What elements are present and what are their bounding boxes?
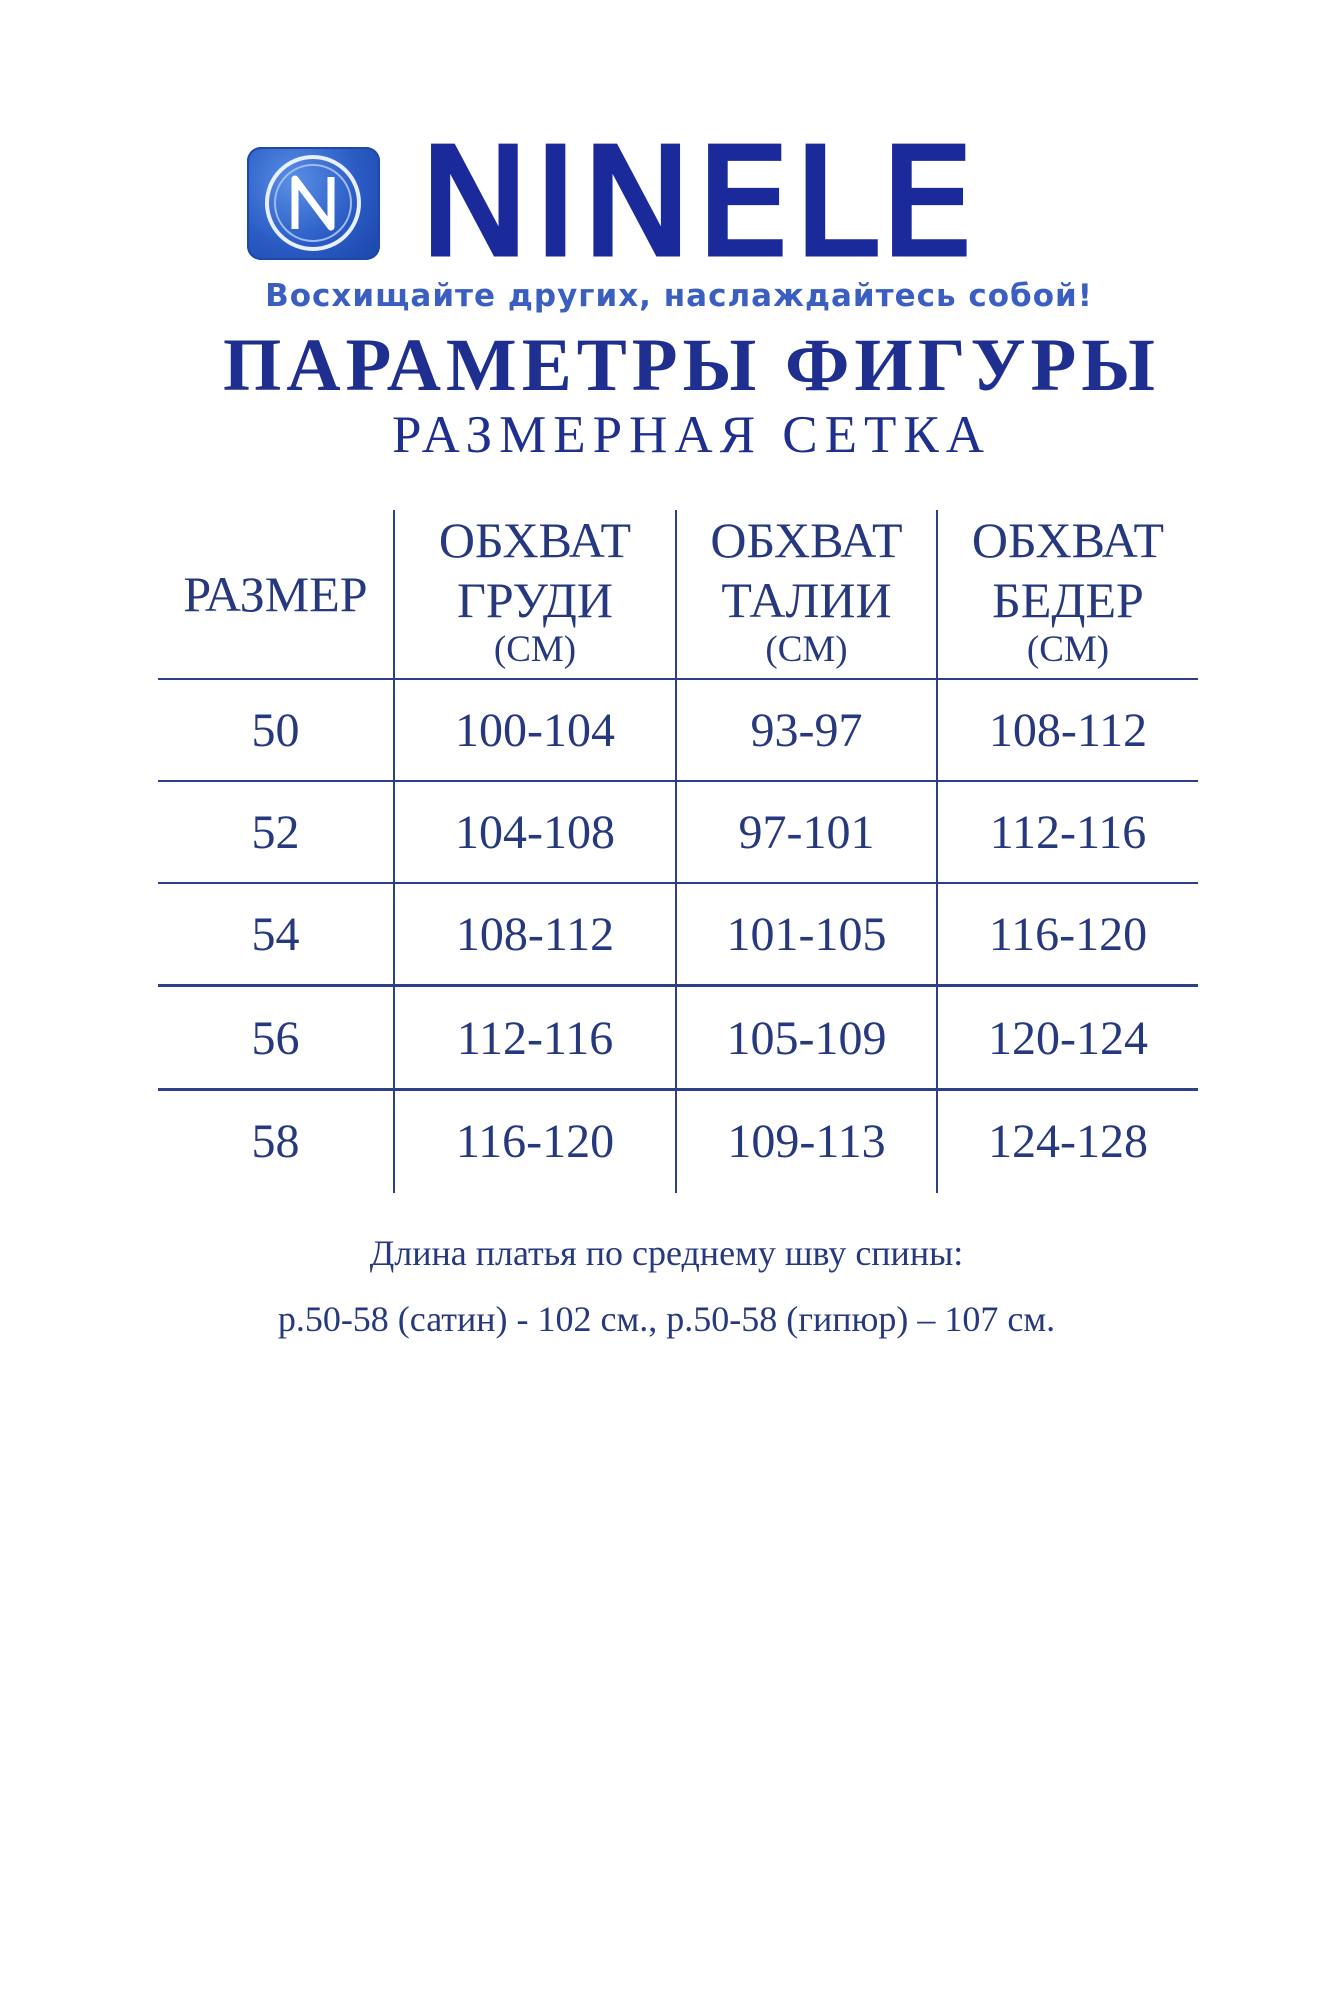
size-chart-table	[158, 510, 1198, 1193]
size-cell: 54	[251, 908, 300, 961]
chest-cell: 116-120	[455, 1115, 615, 1168]
logo-badge-icon	[247, 147, 380, 260]
page-subtitle: РАЗМЕРНАЯ СЕТКА	[391, 406, 992, 464]
size-cell: 50	[251, 704, 300, 757]
row-divider	[158, 984, 1198, 987]
header-chest	[395, 510, 675, 670]
header-size	[158, 564, 393, 624]
chest-cell: 104-108	[455, 806, 615, 859]
brand-tagline: Восхищайте других, наслаждайтесь собой!	[265, 278, 1093, 314]
hips-cell: 112-116	[989, 806, 1147, 859]
size-cell: 56	[251, 1012, 300, 1065]
row-divider	[158, 882, 1198, 884]
header-label: ОБХВАТ	[438, 512, 632, 568]
header-label: ГРУДИ	[456, 572, 614, 628]
header-label: ОБХВАТ	[971, 512, 1165, 568]
header-waist	[677, 510, 936, 670]
hips-cell: 124-128	[988, 1115, 1148, 1168]
hips-cell: 116-120	[988, 908, 1148, 961]
hips-cell: 120-124	[988, 1012, 1148, 1065]
header-unit: (СМ)	[765, 629, 848, 670]
dress-length-note-title: Длина платья по среднему шву спины:	[369, 1233, 964, 1273]
waist-cell: 105-109	[726, 1012, 887, 1065]
row-divider	[158, 780, 1198, 782]
size-cell: 58	[251, 1115, 300, 1168]
chest-cell: 108-112	[455, 908, 615, 961]
header-unit: (СМ)	[1026, 629, 1110, 670]
waist-cell: 97-101	[738, 806, 875, 859]
header-unit: (СМ)	[493, 629, 577, 670]
chest-cell: 100-104	[455, 704, 615, 757]
header-label: ОБХВАТ	[710, 512, 903, 568]
chest-cell: 112-116	[456, 1012, 614, 1065]
header-label: ТАЛИИ	[721, 572, 892, 628]
row-divider	[158, 1088, 1198, 1091]
hips-cell: 108-112	[988, 704, 1148, 757]
header-label: БЕДЕР	[992, 572, 1144, 628]
waist-cell: 109-113	[727, 1115, 886, 1168]
page-title: ПАРАМЕТРЫ ФИГУРЫ	[223, 324, 1160, 407]
waist-cell: 93-97	[750, 704, 863, 757]
brand-name: NINELE	[419, 117, 978, 289]
header-hips	[938, 510, 1198, 670]
row-divider	[158, 678, 1198, 680]
header-label: РАЗМЕР	[183, 566, 368, 622]
size-cell: 52	[251, 806, 300, 859]
brand-logo	[247, 117, 1107, 289]
waist-cell: 101-105	[726, 908, 887, 961]
dress-length-note-values: р.50-58 (сатин) - 102 см., р.50-58 (гипюр) – 107 см.	[277, 1299, 1056, 1339]
